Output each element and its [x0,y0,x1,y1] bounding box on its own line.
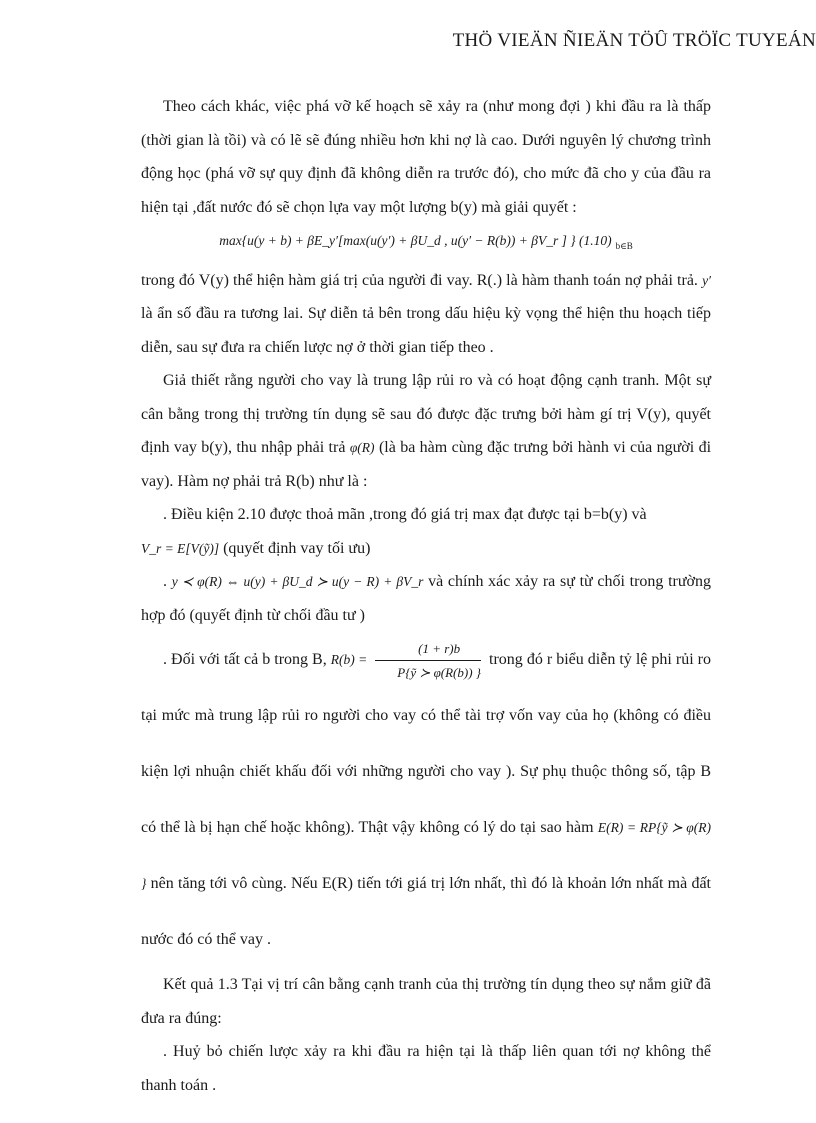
math-inline: R(b) = [330,652,368,668]
document-body [141,90,711,1102]
equation-1-10 [141,224,711,264]
equation-subscript: b∈B [615,241,633,252]
paragraph [141,532,711,566]
math-inline: E(R) = RP{ỹ ≻ φ(R) } [141,820,712,892]
fraction-denominator: P{ỹ ≻ φ(R(b)) } [397,664,481,680]
paragraph-text: (là ba hàm cùng đặc trưng bởi hành vi của người đi vay). Hàm nợ phải trả R(b) như là : [141,439,712,490]
paragraph: . Huỷ bỏ chiến lược xảy ra khi đầu ra hiện tại là thấp liên quan tới nợ không thể thanh toán . [141,1043,711,1094]
paragraph [141,264,711,365]
paragraph-text: . Điều kiện 2.10 được thoả mãn ,trong đó giá trị max đạt được tại b=b(y) và [163,506,647,524]
paragraph [141,364,711,498]
paragraph-text: Giả thiết rằng người cho vay là trung lập rủi ro và có hoạt động cạnh tranh. Một sự cân bằng trong thị trường tín dụng sẽ sau đó được đặc trưng bởi hàm gí trị V(y), quyết định vay b(y), thu nhập phải trả [141,372,711,457]
page-header: THÖ VIEÄN ÑIEÄN TÖÛ TRÖÏC TUYEÁN [452,30,816,51]
paragraph-text: trong đó r biểu diễn tỷ lệ phi rủi ro tại mức mà trung lập rủi ro người cho vay có thể tài trợ vốn vay của họ (không có điều kiện lợi nhuận chiết khấu đối với những người cho vay ). Sự phụ thuộc thông số, tập B có thể là bị hạn chế hoặc không). Thật vậy không có lý do tại sao hàm [141,651,712,837]
math-inline: V_r = E[V(ỹ)] [141,540,220,556]
equation-main: max{u(y + b) + βE_y′[max(u(y′) + βU_d , u(y′ − R(b)) + βV_r ] } (1.10) [219,233,612,248]
paragraph: Theo cách khác, việc phá vỡ kế hoạch sẽ xảy ra (như mong đợi ) khi đầu ra là thấp (thời gian là tồi) và có lẽ sẽ đúng nhiều hơn khi nợ là cao. Dưới nguyên lý chương trình động học (phá vỡ sự quy định đã không diễn ra trước đó), cho mức đã cho y của đầu ra hiện tại ,đất nước đó sẽ chọn lựa vay một lượng b(y) mà giải quyết : [141,98,711,216]
paragraph: Kết quả 1.3 Tại vị trí cân bằng cạnh tranh của thị trường tín dụng theo sự nắm giữ đã đưa ra đúng: [141,976,711,1027]
paragraph-text: là ẩn số đầu ra tương lai. Sự diễn tả bên trong dấu hiệu kỳ vọng thể hiện thu hoạch tiếp diễn, sau sự đưa ra chiến lược nợ ở thời gian tiếp theo . [141,305,711,356]
math-inline: y ≺ φ(R) ⇔ u(y) + βU_d ≻ u(y − R) + βV_r [171,574,424,590]
paragraph-text: và chính xác xảy ra sự từ chối trong trường hợp đó (quyết định từ chối đầu tư ) [141,573,712,624]
paragraph [141,632,711,968]
fraction [375,640,481,682]
paragraph-text: nên tăng tới vô cùng. Nếu E(R) tiến tới giá trị lớn nhất, thì đó là khoản lớn nhất mà đất nước đó có thể vay . [141,875,712,949]
math-inline: φ(R) [349,440,375,456]
paragraph [141,498,711,532]
fraction-numerator: (1 + r)b [375,640,481,661]
math-inline: y′ [702,272,712,288]
paragraph-text: . Đối với tất cả b trong B, [163,651,327,669]
paragraph-text: (quyết định vay tối ưu) [223,539,371,557]
paragraph-text: . [163,573,167,591]
paragraph-text: trong đó V(y) thể hiện hàm giá trị của người đi vay. R(.) là hàm thanh toán nợ phải trả. [141,271,698,289]
paragraph [141,565,711,632]
